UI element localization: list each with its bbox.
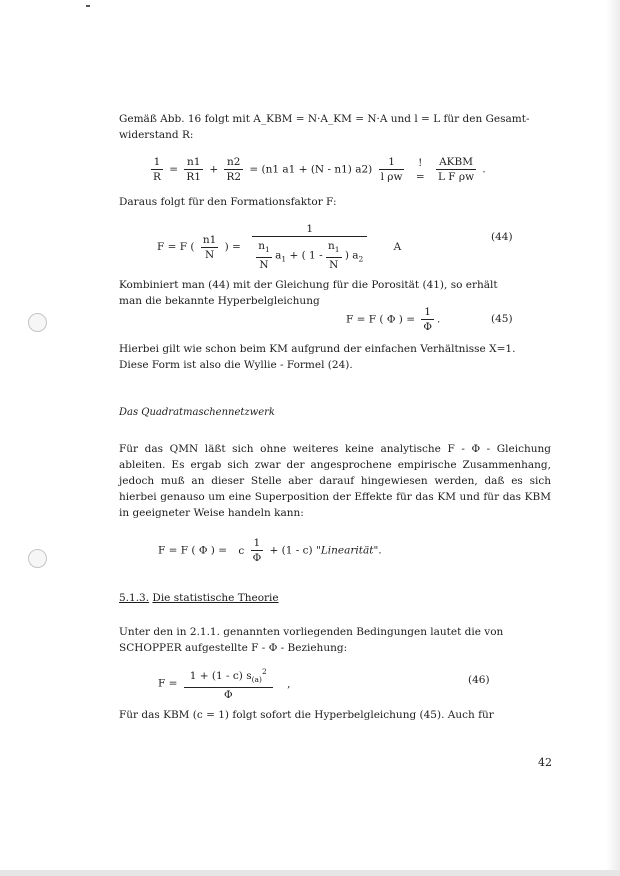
equation-46: F = $\frac{1 + (1 - c) s_{(a)}^2}{\Phi}$ , [158,667,291,701]
section-title: Die statistische Theorie [152,592,279,604]
page-number: 42 [538,756,552,769]
punch-hole-icon [28,549,47,568]
eq44-frac-den: N [204,248,215,261]
page-edge-shadow [606,0,620,876]
equation-linearity [158,536,382,565]
eq45-lhs: F = F ( Φ ) = [346,313,415,326]
eq44-big-den: $\frac{n_1}{N}$ $a_1$ + ( 1 - $\frac{n_1}{N}$ ) $a_2$ [258,240,364,271]
eq46-num-main: 1 + (1 - c) s [189,670,252,682]
eq45-den: Φ [423,321,432,333]
eq46-number: (46) [468,674,490,686]
eq-r-rel: ! [418,156,423,169]
para4-line2: Diese Form ist also die Wyllie - Formel (24). [119,359,353,371]
para1-line1: Gemäß Abb. 16 folgt mit A_KBM = N·A_KM = N·A und l = L für den Gesamt- [119,113,530,125]
eq-lin-rest: + (1 - c) [269,544,313,557]
section-heading [119,592,279,604]
equation-44 [157,222,401,272]
eq46-num-sub: (a) [251,675,262,684]
eq46-den: Φ [223,689,233,701]
eq-lin-label: "Linearität". [316,544,382,557]
eq44-lhs: F = F ( [157,241,195,253]
equation-resistance: $\frac{1}{R}$ = $\frac{n1}{R1}$ + $\frac{n2}{R2}$ = (n1 a1 + (N - n1) a2) $\frac{1}{\text{l ρw}}$ ! = $\frac{\text{AKBM}}{\text{L F ρw}}$ . [153,156,486,183]
eq-r-t2-num: n2 [224,155,243,170]
eq44-number: (44) [491,231,513,243]
punch-hole-icon [28,313,47,332]
eq-r-f3-den: l ρw [380,171,403,183]
para6-line1: Unter den in 2.1.1. genannten vorliegenden Bedingungen lautet die von [119,626,504,638]
eq-lin-c: c [238,544,245,557]
para6-line2: SCHOPPER aufgestellte F - Φ - Beziehung: [119,642,348,654]
eq-r-middle: (n1 a1 + (N - n1) a2) [261,163,373,176]
heading-qmn: Das Quadratmaschennetzwerk [119,407,275,418]
para5: Für das QMN läßt sich ohne weiteres keine analytische F - Φ - Gleichung ableiten. Es ergab sich zwar der angesprochene empirische Zusammenhang, jedoch muß an dieser Stelle aber darauf hingewiesen werden, daß es sich hierbei genauso um eine Superposition der Effekte für das KM und für das KBM in geeigneter Weise handeln kann: [119,443,551,519]
eq-r-f4-num: AKBM [436,155,476,170]
eq46-num-sup: 2 [261,667,267,676]
eq-r-f3-num: 1 [379,155,405,170]
para1-line2: widerstand R: [119,129,194,141]
eq-lin-num: 1 [251,536,264,551]
eq-r-lhs-num: 1 [151,155,163,170]
eq45-number: (45) [491,313,513,325]
eq44-rhs-prefix: ) = [224,241,241,253]
eq44-tail: A [393,241,402,253]
para3-line1: Kombiniert man (44) mit der Gleichung für die Porosität (41), so erhält [119,279,498,291]
eq-lin-den: Φ [252,552,262,564]
eq44-frac-num: n1 [202,233,217,246]
eq-r-t1-den: R1 [186,171,201,183]
para4-line1: Hierbei gilt wie schon beim KM aufgrund der einfachen Verhältnisse X=1. [119,343,516,355]
section-number: 5.1.3. [119,592,150,604]
eq-r-f4-den: L F ρw [437,171,475,183]
scan-mark [86,5,90,7]
eq-r-t2-den: R2 [226,171,242,183]
eq46-lhs: F = [158,677,178,690]
eq44-big-num: 1 [252,222,367,237]
para3-line2: man die bekannte Hyperbelgleichung [119,295,320,307]
eq-lin-lhs: F = F ( Φ ) = [158,544,227,557]
para2: Daraus folgt für den Formationsfaktor F: [119,196,337,208]
equation-45: F = F ( Φ ) = $\frac{1}{\Phi}$ . [346,306,441,333]
page-bottom-edge [0,870,620,876]
eq-r-t1-num: n1 [184,155,203,170]
para7: Für das KBM (c = 1) folgt sofort die Hyperbelgleichung (45). Auch für [119,709,494,721]
eq-r-lhs-den: R [153,171,161,183]
eq45-num: 1 [421,305,434,320]
